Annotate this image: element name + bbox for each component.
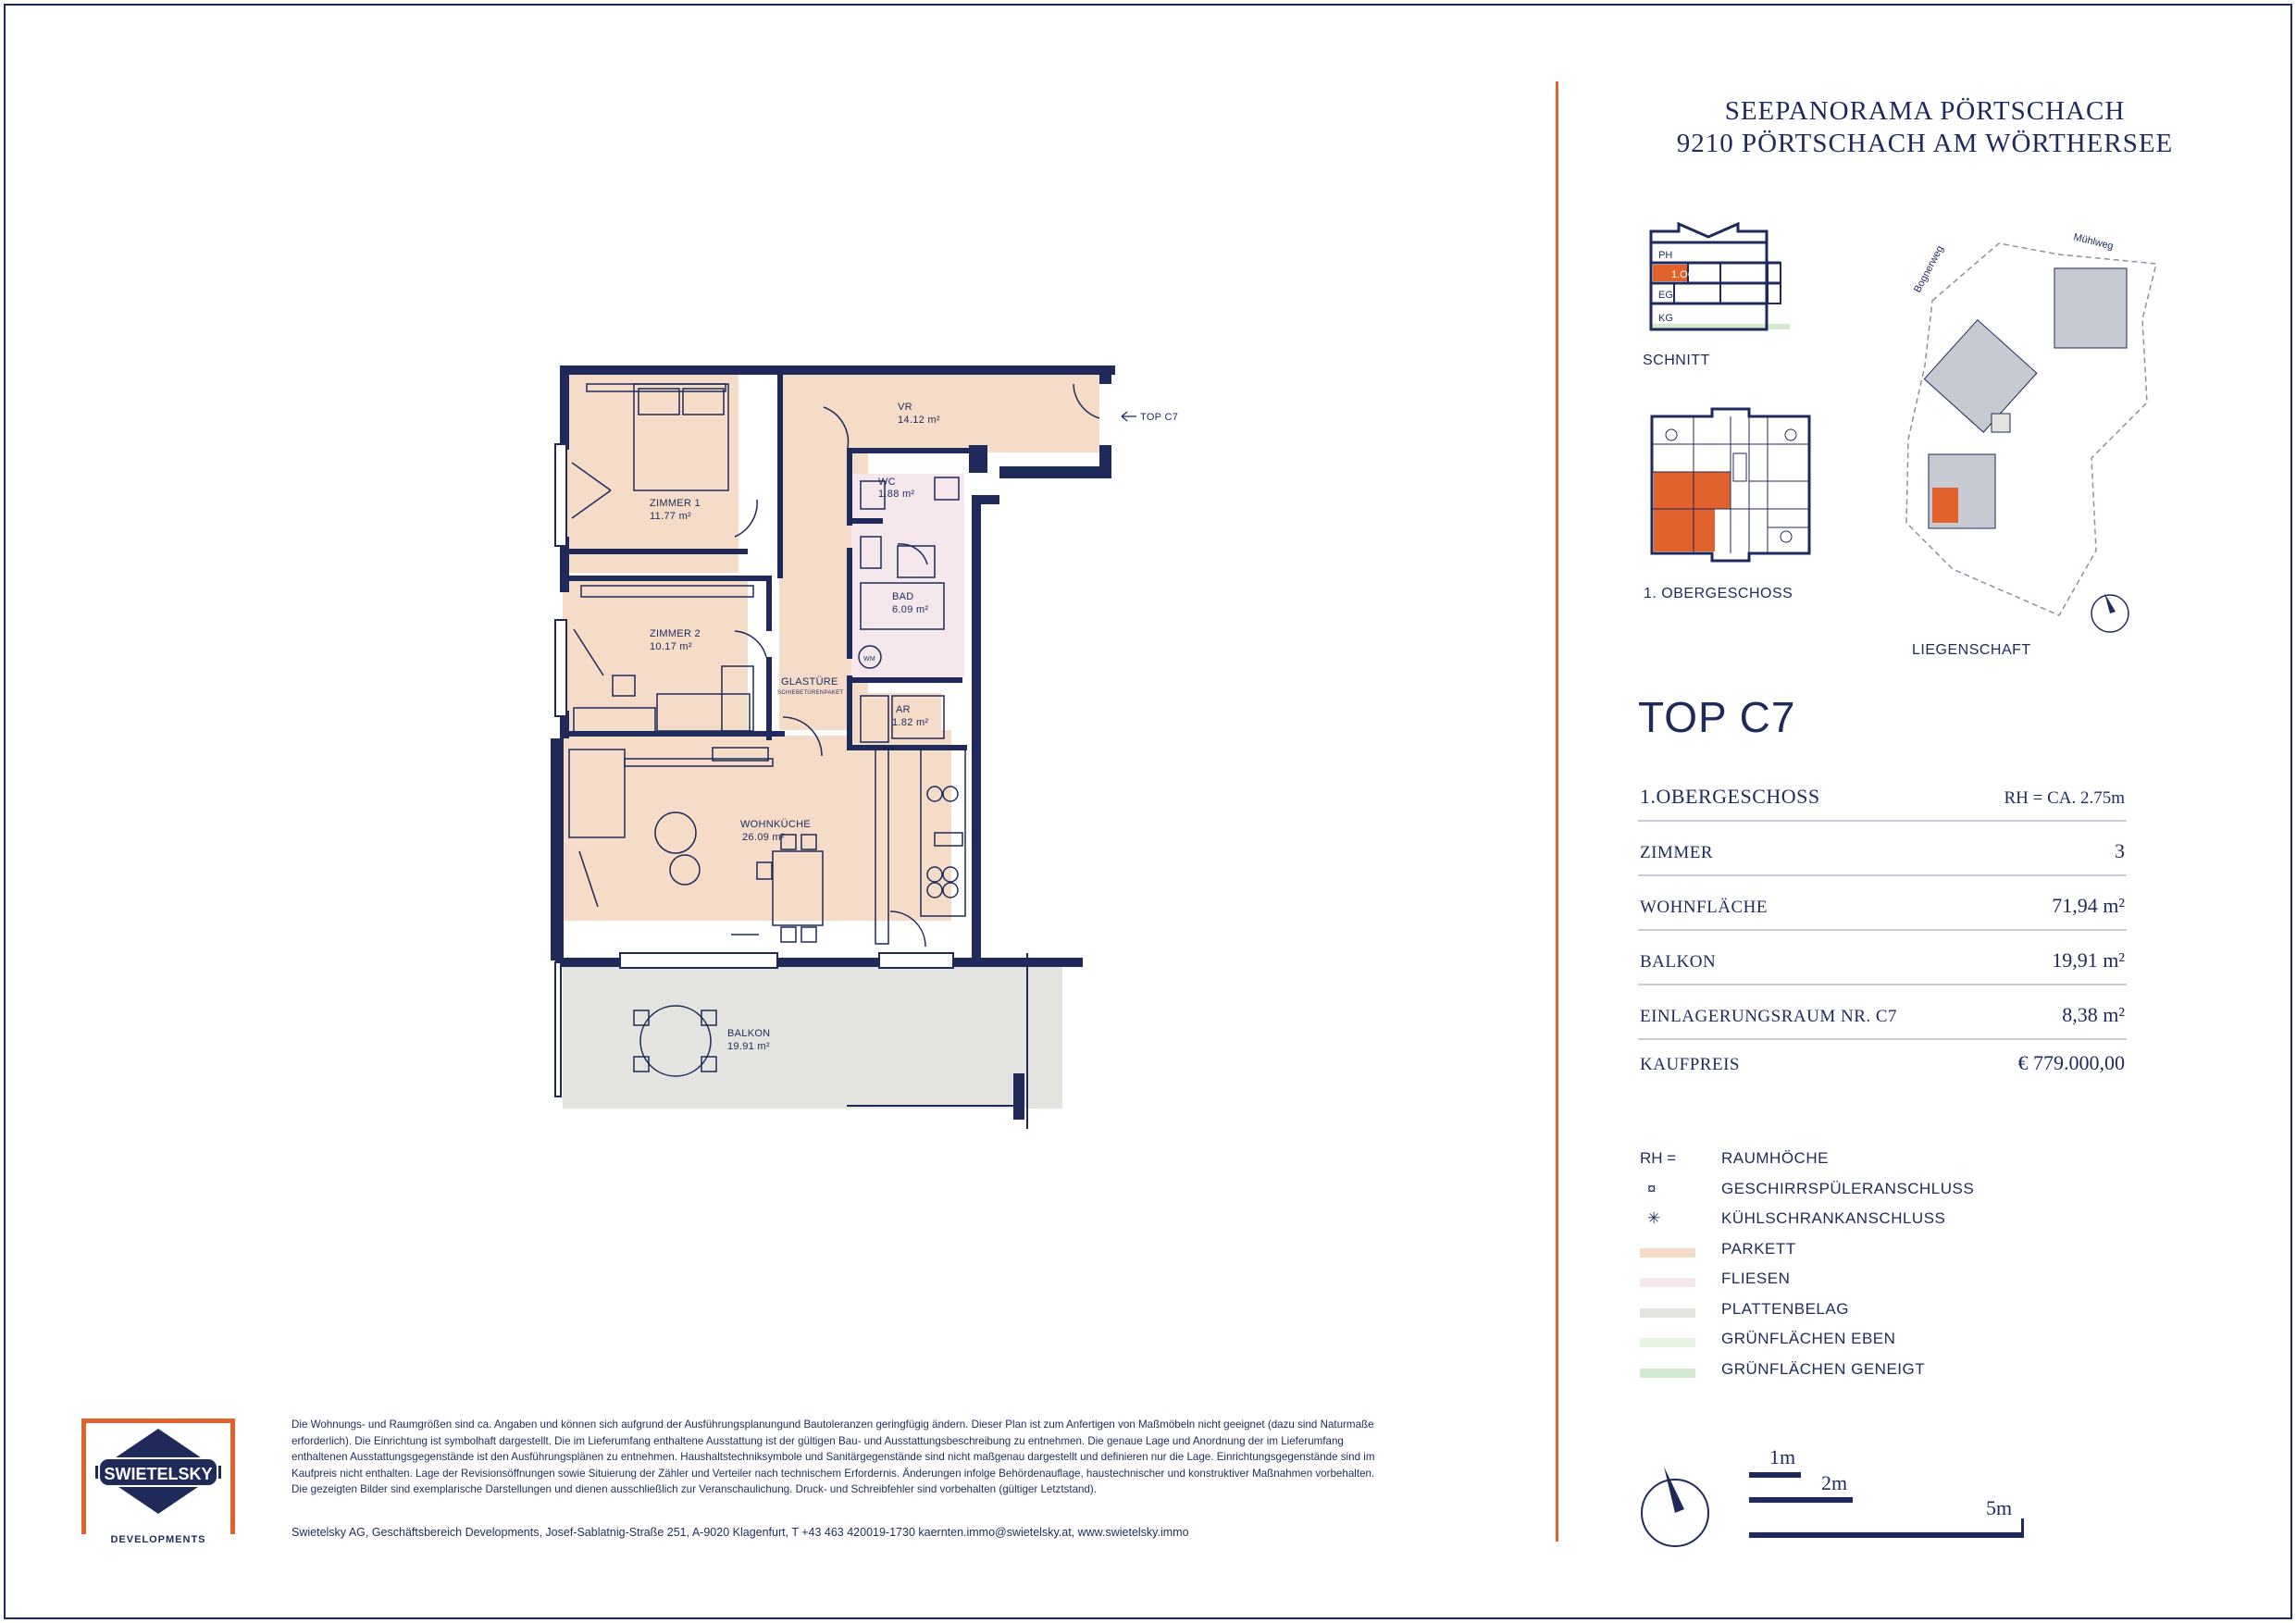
scale-bar-1m bbox=[1749, 1472, 1801, 1478]
fact-label: EINLAGERUNGSRAUM NR. C7 bbox=[1640, 1007, 1898, 1026]
fact-row-price bbox=[1638, 1040, 2127, 1083]
legend-label: GRÜNFLÄCHEN GENEIGT bbox=[1721, 1359, 1926, 1378]
legend-item bbox=[1638, 1358, 2193, 1389]
street-bognerweg: Bognerweg bbox=[1912, 243, 1946, 295]
floor-kg: KG bbox=[1658, 313, 1673, 324]
legend-label: PARKETT bbox=[1721, 1239, 1796, 1258]
section-diagram bbox=[1642, 222, 1799, 342]
scale-bar-2m bbox=[1749, 1497, 1853, 1503]
dishwasher-connection-icon: ¤ bbox=[1647, 1179, 1657, 1197]
site-label: LIEGENSCHAFT bbox=[1912, 642, 2031, 658]
legend-label: KÜHLSCHRANKANSCHLUSS bbox=[1721, 1209, 1946, 1227]
vertical-divider bbox=[1556, 81, 1558, 1542]
floor-vr-top bbox=[779, 375, 1099, 452]
room-glastuere-sub: SCHIEBETÜRENPAKET bbox=[777, 690, 844, 696]
entry-label: TOP C7 bbox=[1140, 412, 1179, 423]
legend-item bbox=[1638, 1328, 2193, 1358]
legend-label: GESCHIRRSPÜLERANSCHLUSS bbox=[1721, 1179, 1975, 1197]
legend-item bbox=[1638, 1298, 2193, 1329]
floor-balkon bbox=[563, 965, 1062, 1109]
fact-value: 71,94 m² bbox=[2052, 894, 2125, 917]
disclaimer-text: Die Wohnungs- und Raumgrößen sind ca. Angaben und können sich aufgrund der Ausführungsplanungund Bautoleranzen geringfügig ändern. Dieser Plan ist zum Anfertigen von Maßmöbeln nicht geeignet (dazu sind Naturmaße erforderlich). Die Einrichtung ist symbolhaft dargestellt. Die im Lieferumfang enthaltene Ausstattung ist der gültigen Bau- und Ausstattungsbeschreibung zu entnehmen. Die genaue Lage und Anordnung der im Lieferumfang enthaltenen Ausstattungsgegenstände ist den Ausführungsplänen zu entnehmen. Haushaltstechniksymbole und Sanitärgegenstände sind nicht maßgenau dargestellt und definieren nur die Lage. Einrichtungsgegenstände sind im Kaufpreis nicht enthalten. Lage der Revisionsöffnungen sowie Situierung der Zähler und Verteiler nach technischem Erfordernis. Änderungen infolge Behördenauflage, haustechnischer und konstruktiver Maßnahmen vorbehalten. Die gezeigten Bilder sind exemplarische Darstellungen und dienen ausschließlich zur Veranschaulichung. Druck- und Schreibfehler sind vorbehalten (gültiger Letztstand). bbox=[292, 1419, 1375, 1496]
floor-ph: PH bbox=[1658, 250, 1673, 261]
company-address: Swietelsky AG, Geschäftsbereich Developments, Josef-Sablatnig-Straße 251, A-9020 Klagenfurt, T +43 463 420019-1730 kaernten.immo@swietelsky.at, www.swietelsky.immo bbox=[292, 1526, 1189, 1539]
room-zimmer-1-name: ZIMMER 1 bbox=[650, 498, 701, 509]
project-title: SEEPANORAMA PÖRTSCHACH bbox=[1724, 96, 2126, 126]
fact-label: ZIMMER bbox=[1640, 843, 1713, 862]
floor-plan bbox=[546, 352, 1212, 1184]
room-wohnkueche-name: WOHNKÜCHE bbox=[740, 819, 812, 830]
fact-label: BALKON bbox=[1640, 952, 1717, 972]
project-address: 9210 PÖRTSCHACH AM WÖRTHERSEE bbox=[1676, 129, 2174, 158]
room-zimmer-2-name: ZIMMER 2 bbox=[650, 628, 701, 639]
floor-plan-label: 1. OBERGESCHOSS bbox=[1644, 586, 1793, 601]
building-plan-thumbnail bbox=[1638, 398, 1823, 574]
fact-ceiling-height: RH = CA. 2.75m bbox=[2004, 788, 2125, 808]
logo-graphic bbox=[86, 1423, 230, 1538]
room-ar-area: 1.82 m² bbox=[892, 717, 929, 728]
room-zimmer-1-area: 11.77 m² bbox=[650, 511, 691, 522]
room-bad-name: BAD bbox=[892, 591, 914, 602]
section-label: SCHNITT bbox=[1643, 353, 1710, 368]
scale-2m: 2m bbox=[1821, 1471, 1848, 1494]
fact-floor-label: 1.OBERGESCHOSS bbox=[1640, 785, 1820, 808]
room-balkon-area: 19.91 m² bbox=[727, 1041, 770, 1052]
fact-row bbox=[1638, 931, 2127, 985]
fact-row bbox=[1638, 876, 2127, 931]
floor-kitchen bbox=[868, 730, 951, 915]
scale-1m: 1m bbox=[1769, 1445, 1796, 1468]
swatch-gruenflaechen-geneigt bbox=[1640, 1369, 1695, 1378]
room-ar-name: AR bbox=[896, 704, 911, 715]
floor-zimmer-1 bbox=[563, 375, 738, 573]
company-logo bbox=[81, 1419, 235, 1542]
legend-label: PLATTENBELAG bbox=[1721, 1299, 1849, 1318]
legend-item bbox=[1638, 1208, 2193, 1238]
room-glastuere-label: GLASTÜRE bbox=[781, 676, 838, 688]
fact-row-floor bbox=[1638, 775, 2127, 822]
legend bbox=[1638, 1147, 2193, 1388]
street-muehlweg: Mühlweg bbox=[2072, 231, 2115, 253]
fact-row bbox=[1638, 985, 2127, 1040]
logo-subtitle: DEVELOPMENTS bbox=[81, 1534, 235, 1545]
facts-table bbox=[1638, 775, 2127, 1083]
fact-label: KAUFPREIS bbox=[1640, 1055, 1740, 1074]
fact-value: 8,38 m² bbox=[2062, 1003, 2125, 1026]
legend-item bbox=[1638, 1147, 2193, 1178]
entry-arrow-icon bbox=[1122, 412, 1136, 421]
legend-item bbox=[1638, 1178, 2193, 1208]
fact-row bbox=[1638, 822, 2127, 876]
swatch-fliesen bbox=[1640, 1278, 1695, 1287]
wm-label: WM bbox=[863, 656, 876, 663]
site-plan bbox=[1888, 217, 2166, 643]
room-wohnkueche-area: 26.09 m² bbox=[742, 832, 785, 843]
scale-bar-5m bbox=[1749, 1532, 2024, 1538]
legend-label: RAUMHÖCHE bbox=[1721, 1149, 1829, 1167]
unit-name: TOP C7 bbox=[1638, 693, 1796, 741]
legend-key: RH = bbox=[1640, 1149, 1677, 1167]
north-arrow-icon bbox=[1638, 1457, 1712, 1561]
fridge-connection-icon: ✳ bbox=[1647, 1209, 1661, 1227]
legend-item bbox=[1638, 1238, 2193, 1269]
legend-label: GRÜNFLÄCHEN EBEN bbox=[1721, 1330, 1896, 1347]
floor-eg: EG bbox=[1658, 290, 1673, 301]
legend-item bbox=[1638, 1268, 2193, 1298]
scale-bar-end bbox=[2021, 1518, 2024, 1538]
floor-1og: 1.OG bbox=[1671, 269, 1696, 280]
fact-value: 19,91 m² bbox=[2052, 948, 2125, 972]
scale-5m: 5m bbox=[1986, 1496, 2013, 1519]
logo-text: SWIETELSKY bbox=[104, 1465, 213, 1483]
swatch-plattenbelag bbox=[1640, 1308, 1695, 1318]
room-bad-area: 6.09 m² bbox=[892, 604, 929, 615]
room-balkon-name: BALKON bbox=[727, 1028, 771, 1039]
swatch-gruenflaechen-eben bbox=[1640, 1338, 1695, 1347]
fact-value: 3 bbox=[2115, 839, 2125, 862]
room-zimmer-2-area: 10.17 m² bbox=[650, 641, 692, 652]
room-wc-name: WC bbox=[878, 477, 896, 488]
swatch-parkett bbox=[1640, 1248, 1695, 1258]
floor-bathroom bbox=[851, 474, 964, 677]
room-vr-name: VR bbox=[898, 402, 912, 413]
fact-price: € 779.000,00 bbox=[2017, 1051, 2125, 1074]
fact-label: WOHNFLÄCHE bbox=[1640, 898, 1768, 917]
room-vr-area: 14.12 m² bbox=[898, 415, 940, 426]
legend-label: FLIESEN bbox=[1721, 1270, 1791, 1287]
room-wc-area: 1.88 m² bbox=[878, 489, 915, 500]
